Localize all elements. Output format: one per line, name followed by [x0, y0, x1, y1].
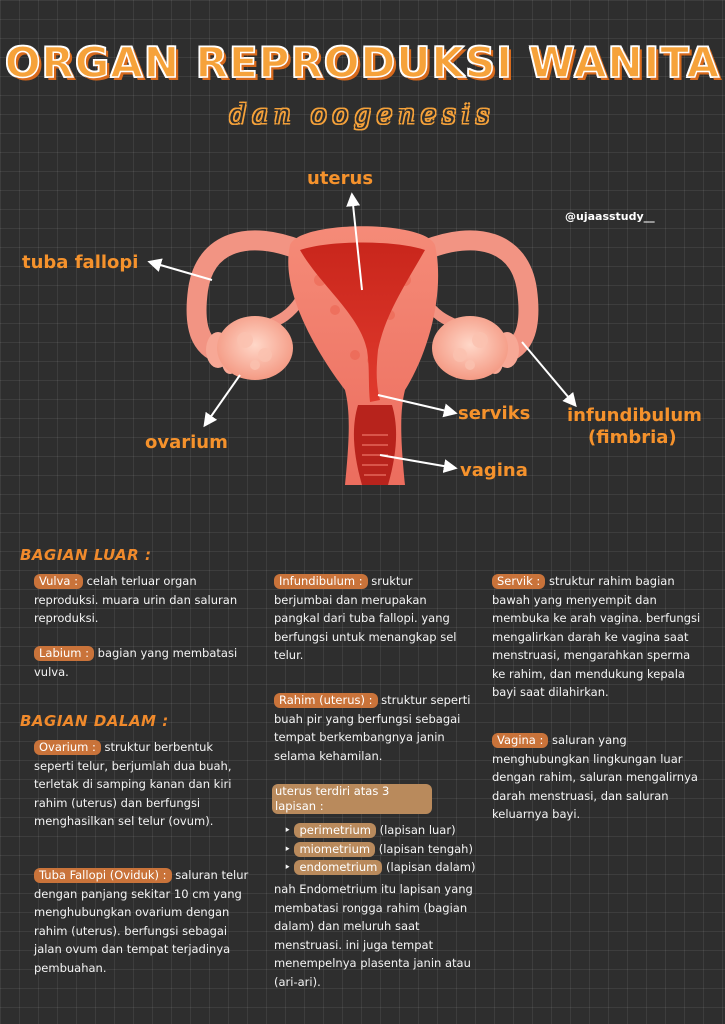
label-tuba-fallopi: tuba fallopi [22, 252, 139, 273]
desc-servik: struktur rahim bagian bawah yang menyempit dan membuka ke arah vagina. berfungsi mengalirkan darah ke vagina saat menstruasi, mengarahkan sperma ke rahim, dan mendukung kepala bayi saat dilahirkan. [492, 574, 701, 699]
lapisan-intro-text: uterus terdiri atas 3 lapisan : [272, 784, 432, 814]
desc-ovarium: struktur berbentuk seperti telur, berjumlah dua buah, terletak di samping kanan dan kiri rahim (uterus) dan berfungsi menghasilkan sel telur (ovum). [34, 740, 232, 828]
desc-vulva: celah terluar organ reproduksi. muara urin dan saluran reproduksi. [34, 574, 238, 625]
heading-bagian-luar: BAGIAN LUAR : [20, 546, 152, 564]
lapisan-list [278, 821, 498, 877]
entry-vulva [34, 572, 239, 628]
term-infundibulum: Infundibulum : [274, 574, 368, 589]
entry-tuba-fallopi [34, 866, 249, 977]
label-fimbria: (fimbria) [588, 427, 677, 448]
arrow-ovarium [205, 375, 240, 425]
term-servik: Servik : [492, 574, 545, 589]
entry-rahim [274, 691, 474, 765]
heading-bagian-dalam: BAGIAN DALAM : [20, 712, 169, 730]
entry-ovarium [34, 738, 246, 831]
page-subtitle: dan oogenesis [229, 100, 496, 130]
desc-vagina: saluran yang menghubungkan lingkungan luar dengan rahim, saluran mengalirnya darah menstruasi, dan saluran keluarnya bayi. [492, 733, 698, 821]
label-vagina: vagina [460, 460, 528, 481]
desc-infundibulum: sruktur berjumbai dan merupakan pangkal dari tuba fallopi. yang berfungsi untuk menangkap sel telur. [274, 574, 457, 662]
desc-rahim: struktur seperti buah pir yang berfungsi sebagai tempat berkembangnya janin selama kehamilan. [274, 693, 471, 763]
right-ovary [432, 316, 508, 380]
entry-servik [492, 572, 707, 702]
term-ovarium: Ovarium : [34, 740, 101, 755]
list-item: ‣ endometrium (lapisan dalam) [284, 860, 476, 874]
entry-labium [34, 644, 239, 681]
entry-infundibulum [274, 572, 474, 665]
term-tuba-fallopi: Tuba Fallopi (Oviduk) : [34, 868, 172, 883]
left-ovary [217, 316, 293, 380]
desc-tuba-fallopi: saluran telur dengan panjang sekitar 10 cm yang menghubungkan ovarium dengan rahim (uterus). berfungsi sebagai jalan ovum dan tempat terjadinya pembuahan. [34, 868, 249, 975]
page-title: ORGAN REPRODUKSI WANITA [4, 38, 721, 87]
desc-labium: bagian yang membatasi vulva. [34, 646, 238, 679]
term-rahim: Rahim (uterus) : [274, 693, 378, 708]
arrow-infundibulum [522, 342, 575, 405]
term-vagina: Vagina : [492, 733, 548, 748]
label-ovarium: ovarium [145, 432, 228, 453]
endometrium-note: nah Endometrium itu lapisan yang membatasi rongga rahim (bagian dalam) dan meluruh saat menstruasi. ini juga tempat menempelnya plasenta janin atau (ari-ari). [274, 882, 473, 989]
entry-vagina [492, 731, 707, 824]
list-item: ‣ miometrium (lapisan tengah) [284, 841, 473, 856]
label-uterus: uterus [307, 168, 374, 189]
author-handle: @ujaasstudy__ [565, 210, 655, 223]
label-infundibulum: infundibulum [567, 405, 702, 426]
label-serviks: serviks [458, 403, 531, 424]
term-vulva: Vulva : [34, 574, 83, 589]
list-item: ‣ perimetrium (lapisan luar) [284, 823, 456, 837]
term-labium: Labium : [34, 646, 94, 661]
lapisan-intro [272, 784, 432, 816]
